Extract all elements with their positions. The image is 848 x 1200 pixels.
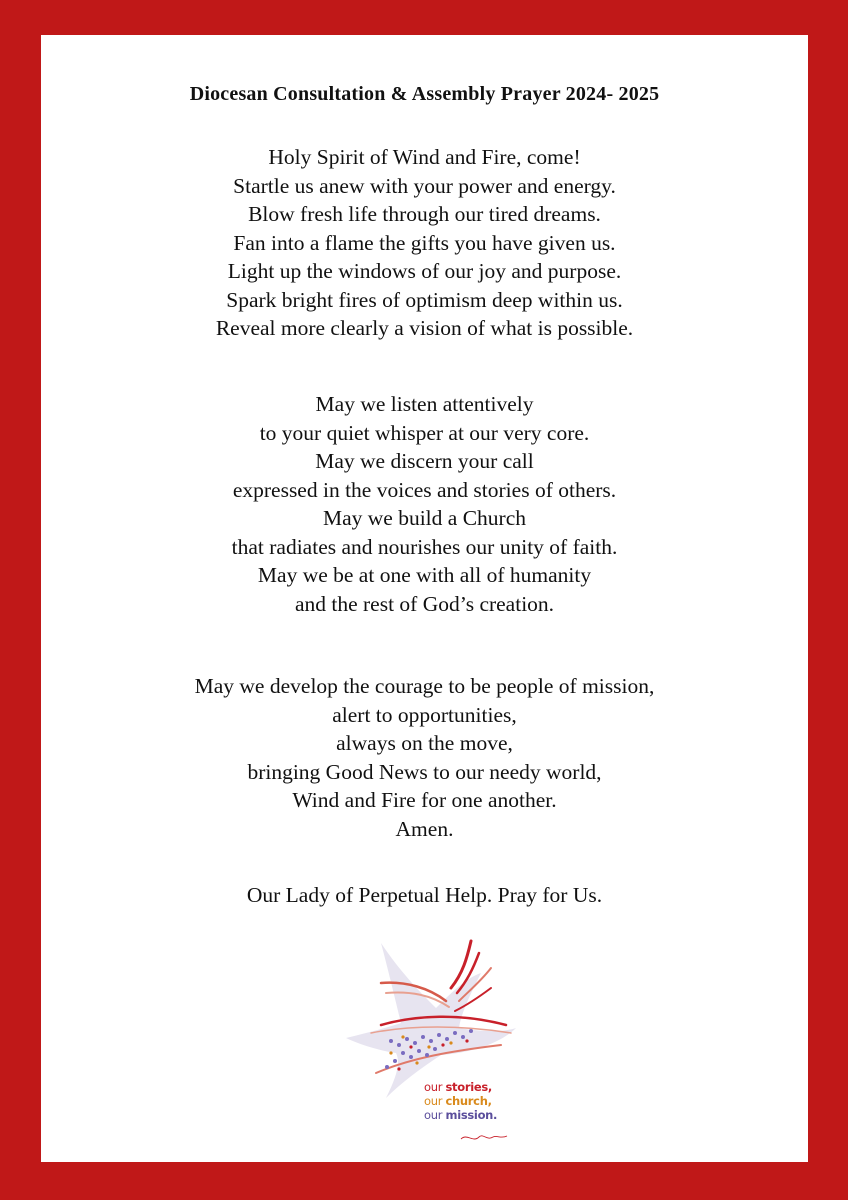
prayer-line: Reveal more clearly a vision of what is possible. [215,316,634,340]
prayer-line: May we build a Church [322,506,526,530]
stanza-3 [41,672,808,843]
tagline-word: our [424,1094,446,1108]
tagline-word: stories, [445,1080,492,1094]
prayer-line: alert to opportunities, [332,702,517,727]
prayer-line: and the rest of God’s creation. [294,591,555,616]
stanza-1 [41,143,808,343]
prayer-line: that radiates and nourishes our unity of faith. [231,534,618,559]
prayer-line: always on the move, [336,731,513,755]
prayer-line: May we be at one with all of humanity [257,563,592,587]
tagline-line-2 [424,1094,497,1108]
prayer-line: Blow fresh life through our tired dreams. [248,202,601,226]
prayer-line: Wind and Fire for one another. [292,788,557,812]
prayer-line: May we listen attentively [315,392,534,416]
tagline-word: our [424,1108,446,1122]
prayer-line: Spark bright fires of optimism deep within us. [226,287,623,312]
prayer-line: May we develop the courage to be people of mission, [194,674,655,698]
prayer-line: bringing Good News to our needy world, [247,759,602,784]
prayer-line: Light up the windows of our joy and purpose. [227,259,622,283]
tagline-word: mission. [445,1108,498,1122]
logo-tagline [424,1080,497,1122]
prayer-line: Fan into a flame the gifts you have given us. [233,230,616,255]
tagline-line-1 [424,1080,497,1094]
prayer-line: Startle us anew with your power and energy. [233,173,616,198]
tagline-line-3 [424,1108,497,1122]
prayer-line: expressed in the voices and stories of others. [232,477,617,502]
tagline-word: church, [445,1094,492,1108]
prayer-line: Amen. [395,816,454,841]
prayer-line: to your quiet whisper at our very core. [259,420,590,445]
prayer-line: May we discern your call [315,449,534,473]
closing-line: Our Lady of Perpetual Help. Pray for Us. [246,883,603,907]
stanza-2 [41,390,808,618]
prayer-line: Holy Spirit of Wind and Fire, come! [268,145,581,169]
page-title: Diocesan Consultation & Assembly Prayer 2024- 2025 [189,83,660,105]
tagline-word: our [424,1080,446,1094]
prayer-card [41,35,808,1162]
